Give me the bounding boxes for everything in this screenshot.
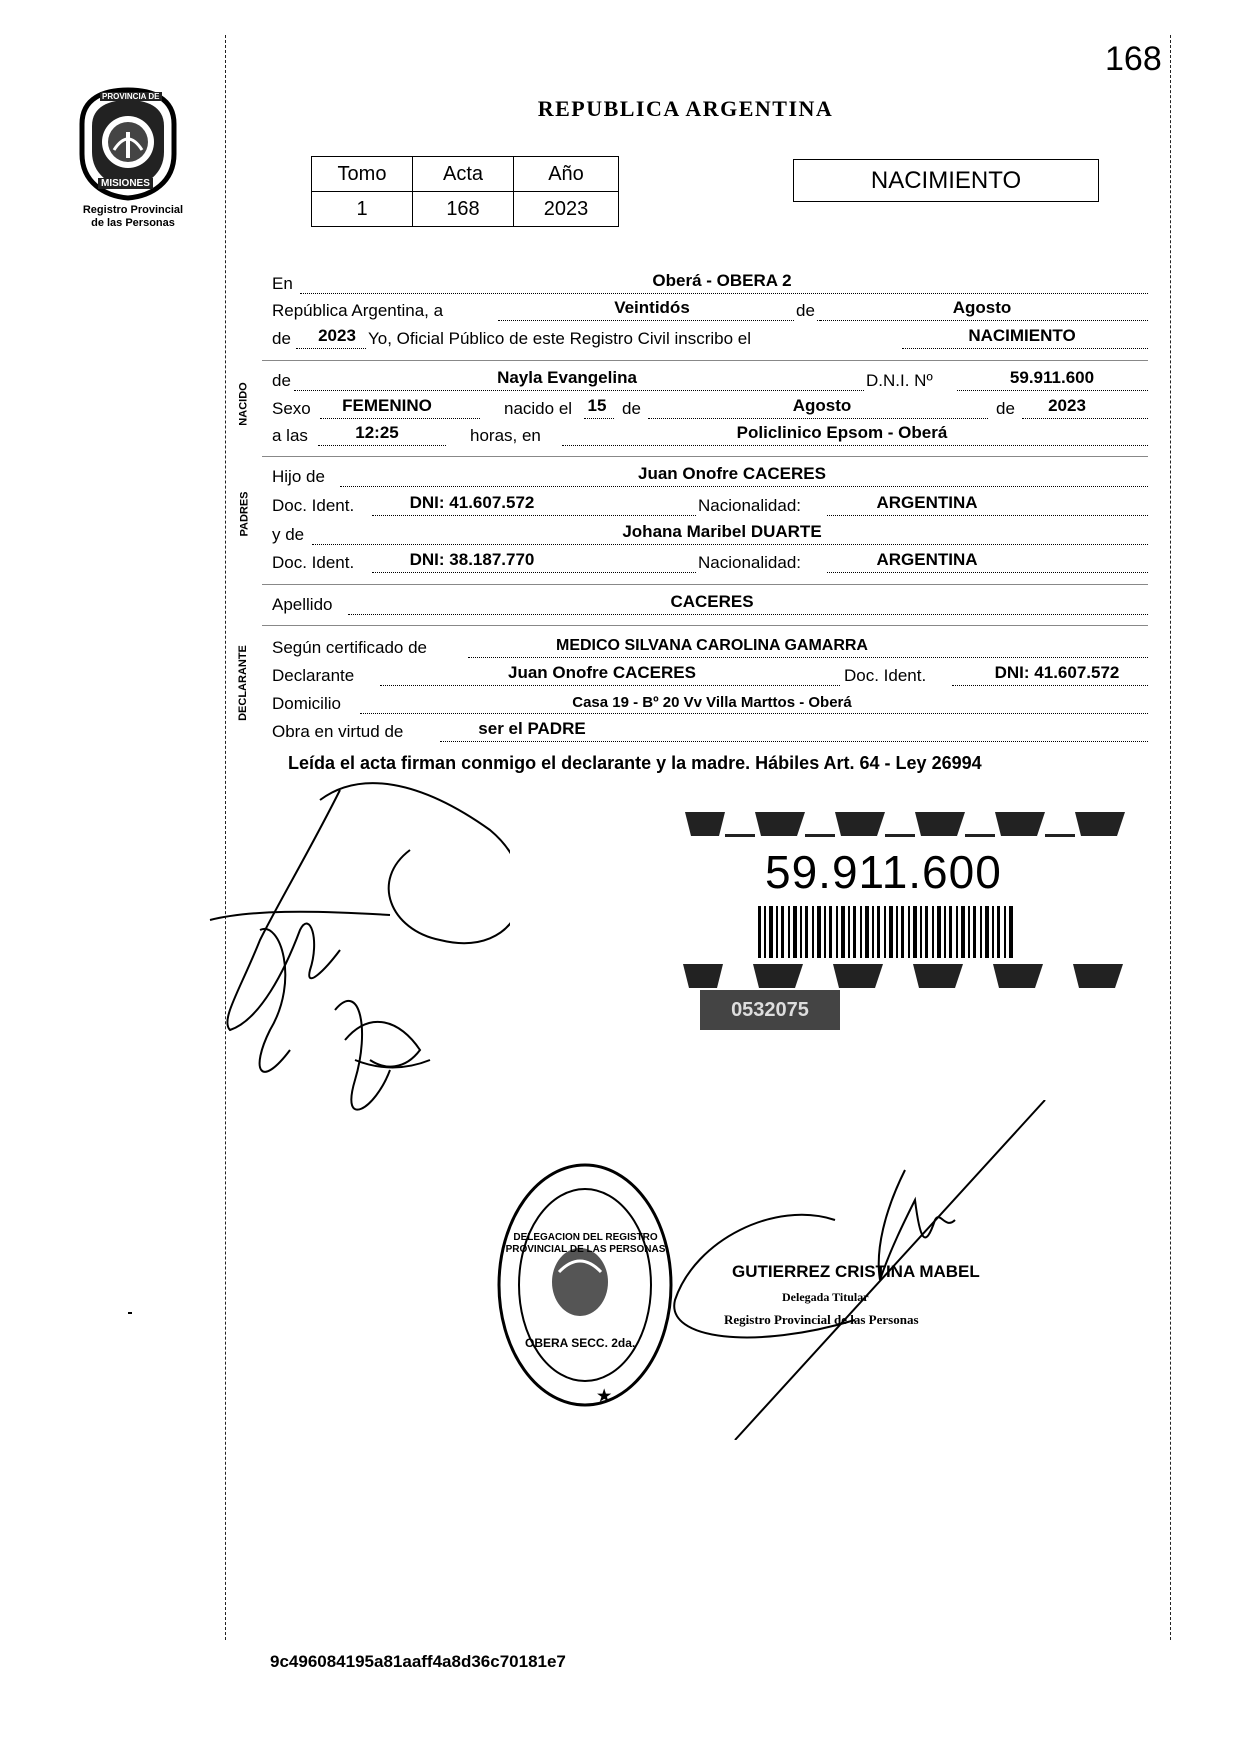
official-office: Registro Provincial de las Personas <box>724 1312 919 1327</box>
en-label: En <box>272 274 293 293</box>
declarante-name-value: Juan Onofre CACERES <box>508 663 696 682</box>
official-role: Delegada Titular <box>782 1290 869 1304</box>
inscribe-type-value: NACIMIENTO <box>968 326 1076 345</box>
emblem-text-bottom: MISIONES <box>98 178 153 189</box>
row-sexo <box>272 395 1148 421</box>
sexo-value: FEMENINO <box>342 396 432 415</box>
birth-month-value: Agosto <box>792 396 852 415</box>
section-label-padres: PADRES <box>238 491 251 537</box>
row-declarante <box>272 662 1148 688</box>
nacido-el-label: nacido el <box>504 399 573 418</box>
section-label-nacido: NACIDO <box>237 382 250 426</box>
declarante-label: Declarante <box>272 666 355 685</box>
obra-value: ser el PADRE <box>478 719 586 738</box>
de-label-2: de <box>272 329 291 348</box>
domicilio-value: Casa 19 - Bº 20 Vv Villa Marttos - Oberá <box>572 694 852 711</box>
declarante-doc-label: Doc. Ident. <box>844 666 927 685</box>
apellido-label: Apellido <box>272 595 333 614</box>
father-doc-value: DNI: 41.607.572 <box>409 493 535 512</box>
stamp-star-icon: ★ <box>597 1388 612 1405</box>
y-de-label: y de <box>272 525 305 544</box>
month-value: Agosto <box>952 298 1012 317</box>
hijo-de-label: Hijo de <box>272 467 325 486</box>
father-doc-label: Doc. Ident. <box>272 496 355 515</box>
registry-value-tomo: 1 <box>312 192 413 227</box>
place-value: Oberá - OBERA 2 <box>652 271 792 290</box>
father-nationality-value: ARGENTINA <box>876 493 978 512</box>
row-obra <box>272 718 1148 744</box>
yo-text: Yo, Oficial Público de este Registro Civil inscribo el <box>368 329 751 348</box>
row-hijo-de <box>272 463 1148 489</box>
birth-year-value: 2023 <box>1048 396 1086 415</box>
registry-value-acta: 168 <box>413 192 514 227</box>
row-father-doc <box>272 492 1148 518</box>
official-name: GUTIERREZ CRISTINA MABEL <box>732 1262 980 1281</box>
mother-doc-value: DNI: 38.187.770 <box>409 550 535 569</box>
segun-label: Según certificado de <box>272 638 427 657</box>
mother-nationality-value: ARGENTINA <box>876 550 978 569</box>
closing-statement: Leída el acta firman conmigo el declarante y la madre. Hábiles Art. 64 - Ley 26994 <box>288 753 982 773</box>
mother-doc-label: Doc. Ident. <box>272 553 355 572</box>
birth-day-value: 15 <box>587 396 607 415</box>
logo-caption <box>58 204 208 230</box>
stamp-ring-text: DELEGACION DEL REGISTRO PROVINCIAL DE LAS PERSONAS <box>505 1232 666 1255</box>
birth-de-label: de <box>622 399 641 418</box>
row-mother-doc <box>272 549 1148 575</box>
father-nationality-label: Nacionalidad: <box>698 496 802 515</box>
child-name-value: Nayla Evangelina <box>497 368 637 387</box>
certificate-value: MEDICO SILVANA CAROLINA GAMARRA <box>556 637 868 654</box>
row-segun <box>272 634 1148 660</box>
obra-label: Obra en virtud de <box>272 722 404 741</box>
right-margin-line <box>1170 35 1171 1640</box>
child-dni-value: 59.911.600 <box>1009 368 1095 387</box>
emblem-text-top: PROVINCIA DE <box>102 92 160 101</box>
sexo-label: Sexo <box>272 399 311 418</box>
father-name-value: Juan Onofre CACERES <box>638 464 826 483</box>
stamp-bottom-text: OBERA SECC. 2da. <box>525 1336 636 1350</box>
sticker-dni-number: 59.911.600 <box>765 846 1002 898</box>
dni-sticker-top-pattern <box>685 806 1140 847</box>
row-domicilio <box>272 690 1148 716</box>
mother-nationality-label: Nacionalidad: <box>698 553 802 572</box>
barcode <box>758 906 1018 963</box>
section-label-declarante: DECLARANTE <box>236 645 249 721</box>
logo-caption-line1: Registro Provincial <box>82 204 184 216</box>
day-words-value: Veintidós <box>614 298 690 317</box>
registry-table <box>311 156 619 227</box>
document-hash: 9c496084195a81aaff4a8d36c70181e7 <box>270 1652 566 1671</box>
declarante-doc-value: DNI: 41.607.572 <box>994 663 1120 682</box>
birth-de-label-2: de <box>996 399 1015 418</box>
de-label: de <box>796 301 815 320</box>
dni-sticker-stamp <box>700 990 840 1030</box>
row-a-las <box>272 422 1148 448</box>
registry-value-ano: 2023 <box>514 192 619 227</box>
time-value: 12:25 <box>355 423 399 442</box>
dni-label: D.N.I. Nº <box>866 371 933 390</box>
nacido-de-label: de <box>272 371 291 390</box>
row-republica <box>272 297 1148 323</box>
registry-header-tomo: Tomo <box>312 157 413 192</box>
row-y-de <box>272 521 1148 547</box>
birth-place-value: Policlinico Epsom - Oberá <box>736 423 948 442</box>
apellido-value: CACERES <box>670 592 754 611</box>
a-las-label: a las <box>272 426 308 445</box>
year-value: 2023 <box>318 326 356 345</box>
horas-label: horas, en <box>470 426 541 445</box>
row-apellido <box>272 591 1148 617</box>
page-number: 168 <box>1105 40 1162 78</box>
row-en <box>272 270 1148 296</box>
registry-header-ano: Año <box>514 157 619 192</box>
official-round-stamp <box>495 1160 675 1415</box>
logo-caption-line2: de las Personas <box>91 217 175 229</box>
declarant-signature <box>190 770 510 1155</box>
row-yo <box>272 325 1148 351</box>
small-mark-dot <box>128 1312 132 1314</box>
domicilio-label: Domicilio <box>272 694 341 713</box>
mother-name-value: Johana Maribel DUARTE <box>622 522 822 541</box>
row-nacido-name <box>272 367 1148 393</box>
document-title: REPUBLICA ARGENTINA <box>537 96 834 121</box>
republica-label: República Argentina, a <box>272 301 444 320</box>
registry-header-acta: Acta <box>413 157 514 192</box>
dni-sticker-stamp-code: 0532075 <box>731 999 809 1021</box>
document-type-box: NACIMIENTO <box>793 159 1099 202</box>
